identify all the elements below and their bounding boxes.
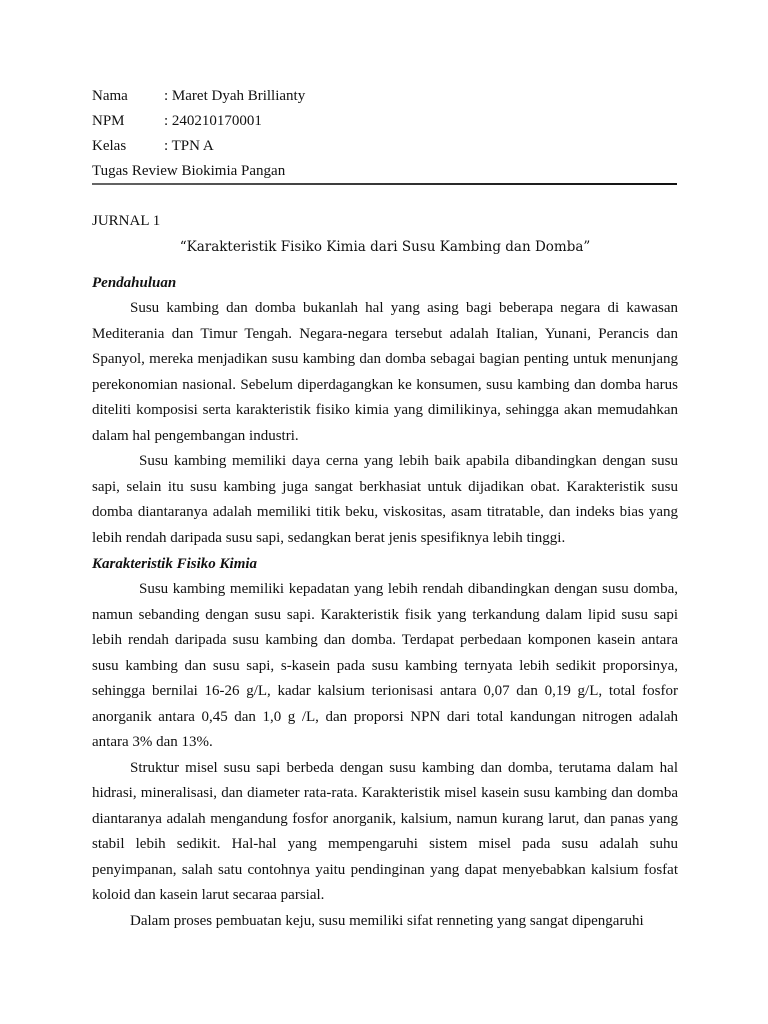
npm-value: : 240210170001 — [164, 113, 262, 129]
name-row — [92, 84, 678, 109]
intro-paragraph-1: Susu kambing dan domba bukanlah hal yang asing bagi beberapa negara di kawasan Mediterania dan Timur Tengah. Negara-negara tersebut adalah Italian, Yunani, Perancis dan Spanyol, mereka menjadikan susu kambing dan domba sebagai bagian penting untuk menunjang perekonomian nasional. Sebelum diperdagangkan ke konsumen, susu kambing dan domba harus diteliti komposisi serta karakteristik fisiko kimia yang dimilikinya, sehingga akan memudahkan dalam hal pengembangan industri. — [92, 300, 678, 444]
journal-label: JURNAL 1 — [92, 213, 161, 229]
task-title: Tugas Review Biokimia Pangan — [92, 163, 286, 179]
kelas-value: : TPN A — [164, 138, 214, 154]
document-body — [92, 208, 678, 934]
name-value: : Maret Dyah Brillianty — [164, 88, 306, 104]
task-row — [92, 159, 678, 184]
student-header — [92, 84, 678, 184]
intro-paragraph-2: Susu kambing memiliki daya cerna yang lebih baik apabila dibandingkan dengan susu sapi, selain itu susu kambing juga sangat berkhasiat untuk dijadikan obat. Karakteristik susu domba diantaranya adalah memiliki titik beku, viskositas, asam titratable, dan indeks bias yang lebih rendah daripada susu sapi, sedangkan berat jenis spesifiknya lebih tinggi. — [92, 453, 678, 546]
kelas-label: Kelas — [92, 138, 127, 154]
intro-heading: Pendahuluan — [92, 275, 177, 291]
physicochemical-heading: Karakteristik Fisiko Kimia — [92, 556, 258, 572]
physicochemical-paragraph-3: Dalam proses pembuatan keju, susu memiliki sifat renneting yang sangat dipengaruhi — [130, 912, 644, 929]
header-divider — [92, 183, 677, 185]
npm-label: NPM — [92, 113, 125, 129]
kelas-row — [92, 134, 678, 159]
name-label: Nama — [92, 88, 128, 104]
journal-title: “Karakteristik Fisiko Kimia dari Susu Kambing dan Domba” — [179, 239, 591, 255]
npm-row — [92, 109, 678, 134]
physicochemical-paragraph-1: Susu kambing memiliki kepadatan yang lebih rendah dibandingkan dengan susu domba, namun sebanding dengan susu sapi. Karakteristik fisik yang terkandung dalam lipid susu sapi lebih rendah daripada susu kambing dan domba. Terdapat perbedaan komponen kasein antara susu kambing dan susu sapi, s-kasein pada susu kambing ternyata lebih sedikit proporsinya, sehingga bernilai 16-26 g/L, kadar kalsium terionisasi antara 0,07 dan 0,19 g/L, total fosfor anorganik antara 0,45 dan 1,0 g /L, dan proporsi NPN dari total kandungan nitrogen adalah antara 3% dan 13%. — [92, 581, 678, 750]
physicochemical-paragraph-2: Struktur misel susu sapi berbeda dengan susu kambing dan domba, terutama dalam hal hidrasi, mineralisasi, dan diameter rata-rata. Karakteristik misel kasein susu kambing dan domba diantaranya adalah mengandung fosfor anorganik, kalsium, namun kurang larut, dan panas yang stabil lebih sedikit. Hal-hal yang mempengaruhi sistem misel pada susu adalah suhu penyimpanan, salah satu contohnya yaitu pendinginan yang dapat menyebabkan kalsium fosfat koloid dan kasein larut secaraa parsial. — [92, 759, 678, 903]
